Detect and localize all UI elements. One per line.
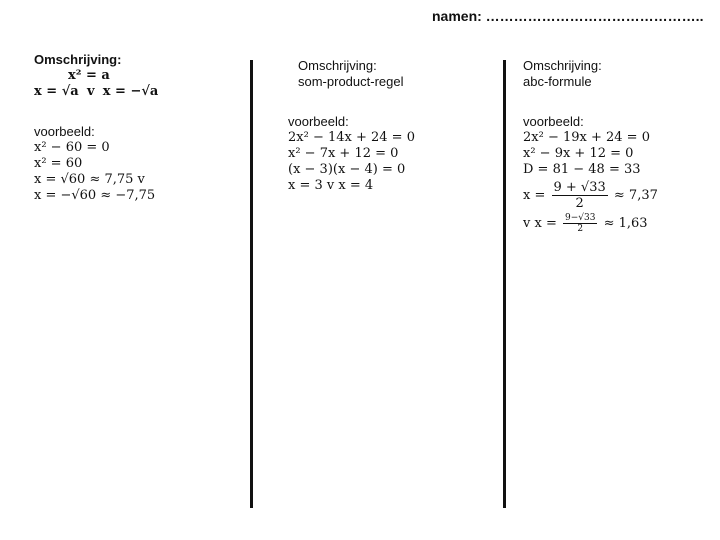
solution-prefix: v x = (523, 216, 557, 231)
example-line: x = √60 ≈ 7,75 v (34, 172, 145, 187)
solution-line (523, 180, 658, 211)
example-line: x = −√60 ≈ −7,75 (34, 188, 156, 203)
example-line: x² − 60 = 0 (34, 140, 110, 155)
names-field: namen: ……………………………………….. (432, 8, 704, 24)
example-label: voorbeeld: (288, 114, 349, 129)
formula-text: x = −√a (102, 84, 159, 99)
column-subheading: som-product-regel (298, 74, 404, 89)
formula-line (34, 84, 158, 100)
fraction (552, 180, 608, 211)
or-symbol: v (86, 84, 95, 99)
example-line: (x − 3)(x − 4) = 0 (288, 162, 406, 177)
fraction-denominator: 2 (575, 196, 584, 211)
solution-approx: ≈ 7,37 (613, 188, 658, 203)
formula-line (34, 68, 158, 84)
fraction (563, 213, 597, 234)
solution-prefix: x = (523, 188, 546, 203)
example-line: x = 3 v x = 4 (288, 178, 374, 193)
column-divider-1 (250, 60, 253, 508)
column-heading: Omschrijving: (298, 58, 377, 73)
solution-approx: ≈ 1,63 (603, 216, 648, 231)
example-label: voorbeeld: (34, 124, 95, 139)
column-heading: Omschrijving: (523, 58, 602, 73)
example-line: D = 81 − 48 = 33 (523, 162, 641, 177)
example-line: x² − 9x + 12 = 0 (523, 146, 634, 161)
example-line: 2x² − 14x + 24 = 0 (288, 130, 415, 145)
example-line: 2x² − 19x + 24 = 0 (523, 130, 650, 145)
formula-text: x = √a (34, 84, 79, 99)
example-line: x² − 7x + 12 = 0 (288, 146, 399, 161)
column-kwadraat (34, 52, 158, 204)
formula-text: x² = a (68, 68, 110, 83)
example-label: voorbeeld: (523, 114, 584, 129)
column-divider-2 (503, 60, 506, 508)
column-heading: Omschrijving: (34, 52, 122, 67)
column-subheading: abc-formule (523, 74, 592, 89)
fraction-denominator: 2 (577, 224, 584, 234)
fraction-numerator: 9−√33 (564, 213, 596, 223)
column-som-product (288, 58, 415, 194)
fraction-numerator: 9 + √33 (553, 180, 606, 195)
column-abc-formule (523, 58, 658, 234)
example-line: x² = 60 (34, 156, 83, 171)
solution-line (523, 213, 658, 234)
